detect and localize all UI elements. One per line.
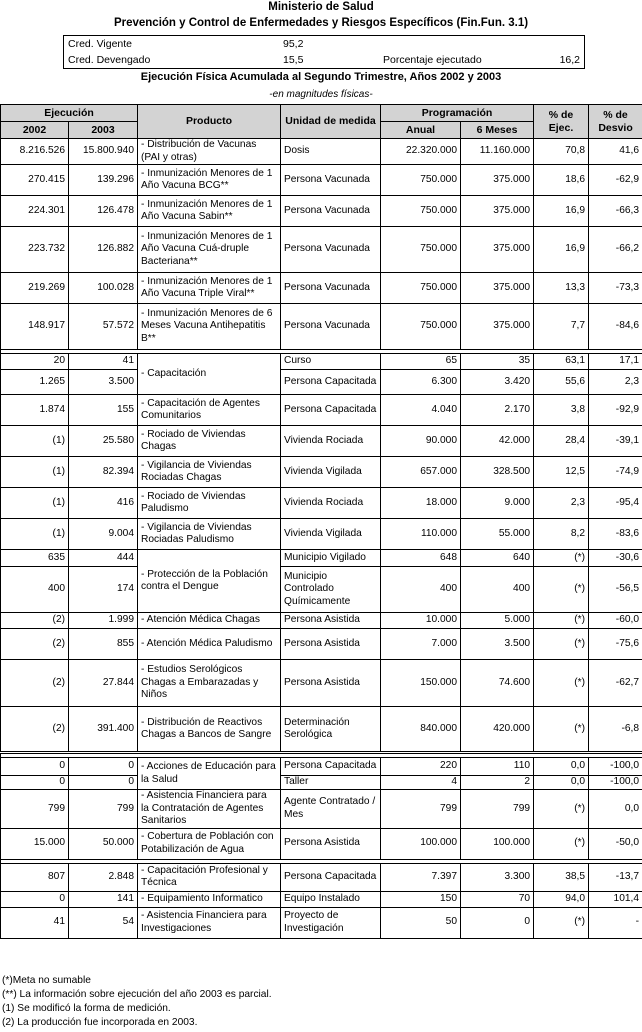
prog-6-meses-cell: 799: [461, 790, 534, 829]
table-row: [1, 457, 642, 488]
prog-6-meses-cell: 3.500: [461, 629, 534, 660]
exec-2003-cell: 174: [69, 567, 138, 613]
unit-cell: Proyecto de Investigación: [281, 907, 381, 938]
product-cell: - Distribución de Vacunas (PAI y otras): [138, 139, 281, 165]
pct-ejec-cell: 28,4: [534, 426, 589, 457]
product-cell: - Atención Médica Chagas: [138, 613, 281, 629]
product-cell: - Vigilancia de Viviendas Rociadas Chagas: [138, 457, 281, 488]
pct-ejec-cell: (*): [534, 550, 589, 567]
pct-desvio-cell: -75,6: [589, 629, 642, 660]
header-2003: 2003: [69, 122, 138, 139]
product-cell: - Capacitación de Agentes Comunitarios: [138, 395, 281, 426]
product-cell: - Protección de la Población contra el Dengue: [138, 550, 281, 613]
prog-6-meses-cell: 3.420: [461, 370, 534, 395]
pct-desvio-cell: 2,3: [589, 370, 642, 395]
product-cell: - Rociado de Viviendas Chagas: [138, 426, 281, 457]
pct-desvio-cell: -66,3: [589, 196, 642, 227]
header-programacion: Programación: [381, 105, 534, 122]
cred-vigente-value: 95,2: [283, 38, 304, 50]
prog-anual-cell: 50: [381, 907, 461, 938]
pct-ejec-cell: (*): [534, 660, 589, 707]
unit-cell: Determinación Serológica: [281, 707, 381, 753]
prog-6-meses-cell: 11.160.000: [461, 139, 534, 165]
pct-desvio-cell: -6,8: [589, 707, 642, 753]
table-row: [1, 354, 642, 370]
pct-ejec-cell: 13,3: [534, 273, 589, 304]
unit-cell: Persona Capacitada: [281, 863, 381, 891]
exec-2003-cell: 57.572: [69, 304, 138, 350]
pct-desvio-cell: 17,1: [589, 354, 642, 370]
porcentaje-value: 16,2: [559, 54, 580, 66]
table-row: [1, 519, 642, 550]
unit-cell: Persona Capacitada: [281, 395, 381, 426]
header-2002: 2002: [1, 122, 69, 139]
prog-6-meses-cell: 375.000: [461, 227, 534, 273]
exec-2002-cell: (1): [1, 519, 69, 550]
exec-2003-cell: 50.000: [69, 828, 138, 859]
exec-2002-cell: 20: [1, 354, 69, 370]
pct-desvio-cell: -39,1: [589, 426, 642, 457]
product-cell: - Cobertura de Población con Potabilización de Agua: [138, 828, 281, 859]
exec-2003-cell: 126.478: [69, 196, 138, 227]
pct-ejec-cell: (*): [534, 613, 589, 629]
pct-desvio-cell: -60,0: [589, 613, 642, 629]
unit-cell: Vivienda Vigilada: [281, 519, 381, 550]
pct-ejec-cell: 12,5: [534, 457, 589, 488]
pct-desvio-cell: -56,5: [589, 567, 642, 613]
prog-6-meses-cell: 5.000: [461, 613, 534, 629]
exec-2002-cell: 807: [1, 863, 69, 891]
exec-2002-cell: (2): [1, 707, 69, 753]
execution-table: [0, 104, 642, 939]
table-row: [1, 304, 642, 350]
exec-2002-cell: (2): [1, 613, 69, 629]
unit-cell: Municipio Vigilado: [281, 550, 381, 567]
prog-anual-cell: 840.000: [381, 707, 461, 753]
table-row: [1, 395, 642, 426]
table-row: [1, 776, 642, 790]
unit-cell: Persona Vacunada: [281, 273, 381, 304]
unit-cell: Vivienda Rociada: [281, 488, 381, 519]
pct-desvio-cell: -66,2: [589, 227, 642, 273]
exec-2003-cell: 391.400: [69, 707, 138, 753]
prog-6-meses-cell: 110: [461, 758, 534, 776]
unit-cell: Persona Asistida: [281, 828, 381, 859]
cred-vigente-label: Cred. Vigente: [68, 38, 133, 50]
exec-2002-cell: 15.000: [1, 828, 69, 859]
prog-6-meses-cell: 3.300: [461, 863, 534, 891]
header-pct-ejec: % de Ejec.: [534, 105, 589, 139]
pct-ejec-cell: (*): [534, 707, 589, 753]
exec-2002-cell: (1): [1, 426, 69, 457]
unit-cell: Persona Vacunada: [281, 165, 381, 196]
prog-anual-cell: 18.000: [381, 488, 461, 519]
exec-2002-cell: 0: [1, 891, 69, 907]
pct-desvio-cell: -13,7: [589, 863, 642, 891]
pct-ejec-cell: (*): [534, 828, 589, 859]
pct-ejec-cell: 94,0: [534, 891, 589, 907]
exec-2003-cell: 126.882: [69, 227, 138, 273]
prog-anual-cell: 110.000: [381, 519, 461, 550]
exec-2003-cell: 100.028: [69, 273, 138, 304]
exec-2002-cell: 1.874: [1, 395, 69, 426]
prog-6-meses-cell: 400: [461, 567, 534, 613]
unit-cell: Persona Vacunada: [281, 227, 381, 273]
pct-ejec-cell: 7,7: [534, 304, 589, 350]
pct-ejec-cell: 18,6: [534, 165, 589, 196]
exec-2003-cell: 799: [69, 790, 138, 829]
pct-desvio-cell: 101,4: [589, 891, 642, 907]
table-row: [1, 139, 642, 165]
unit-cell: Vivienda Vigilada: [281, 457, 381, 488]
table-row: [1, 907, 642, 938]
pct-desvio-cell: -100,0: [589, 776, 642, 790]
pct-ejec-cell: 16,9: [534, 196, 589, 227]
table-title: Ejecución Física Acumulada al Segundo Trimestre, Años 2002 y 2003: [140, 71, 502, 83]
pct-desvio-cell: -83,6: [589, 519, 642, 550]
prog-6-meses-cell: 35: [461, 354, 534, 370]
prog-6-meses-cell: 375.000: [461, 273, 534, 304]
product-cell: - Rociado de Viviendas Paludismo: [138, 488, 281, 519]
pct-desvio-cell: -50,0: [589, 828, 642, 859]
pct-ejec-cell: (*): [534, 790, 589, 829]
unit-cell: Vivienda Rociada: [281, 426, 381, 457]
exec-2003-cell: 855: [69, 629, 138, 660]
prog-anual-cell: 657.000: [381, 457, 461, 488]
exec-2003-cell: 54: [69, 907, 138, 938]
header-ejecucion: Ejecución: [1, 105, 138, 122]
exec-2002-cell: 400: [1, 567, 69, 613]
unit-cell: Taller: [281, 776, 381, 790]
table-row: [1, 707, 642, 753]
exec-2002-cell: 270.415: [1, 165, 69, 196]
pct-ejec-cell: 8,2: [534, 519, 589, 550]
prog-6-meses-cell: 70: [461, 891, 534, 907]
table-row: [1, 567, 642, 613]
pct-ejec-cell: (*): [534, 567, 589, 613]
unit-cell: Persona Capacitada: [281, 370, 381, 395]
product-cell: - Equipamiento Informatico: [138, 891, 281, 907]
table-row: [1, 165, 642, 196]
prog-anual-cell: 22.320.000: [381, 139, 461, 165]
product-cell: - Asistencia Financiera para la Contratación de Agentes Sanitarios: [138, 790, 281, 829]
prog-anual-cell: 750.000: [381, 227, 461, 273]
exec-2003-cell: 2.848: [69, 863, 138, 891]
pct-desvio-cell: -84,6: [589, 304, 642, 350]
pct-ejec-cell: (*): [534, 907, 589, 938]
footnotes: [2, 974, 272, 1030]
ministry-title: Ministerio de Salud: [268, 1, 374, 13]
unit-cell: Persona Vacunada: [281, 304, 381, 350]
prog-anual-cell: 65: [381, 354, 461, 370]
pct-ejec-cell: 0,0: [534, 776, 589, 790]
exec-2003-cell: 15.800.940: [69, 139, 138, 165]
prog-anual-cell: 7.397: [381, 863, 461, 891]
prog-anual-cell: 799: [381, 790, 461, 829]
pct-ejec-cell: 55,6: [534, 370, 589, 395]
prog-anual-cell: 648: [381, 550, 461, 567]
unit-cell: Municipio Controlado Químicamente: [281, 567, 381, 613]
pct-ejec-cell: 0,0: [534, 758, 589, 776]
prog-6-meses-cell: 42.000: [461, 426, 534, 457]
pct-desvio-cell: -74,9: [589, 457, 642, 488]
prog-6-meses-cell: 328.500: [461, 457, 534, 488]
header-producto: Producto: [138, 105, 281, 139]
exec-2002-cell: 224.301: [1, 196, 69, 227]
prog-anual-cell: 750.000: [381, 196, 461, 227]
header-unidad: Unidad de medida: [281, 105, 381, 139]
exec-2002-cell: (1): [1, 488, 69, 519]
pct-desvio-cell: -73,3: [589, 273, 642, 304]
prog-anual-cell: 400: [381, 567, 461, 613]
exec-2003-cell: 139.296: [69, 165, 138, 196]
exec-2003-cell: 0: [69, 758, 138, 776]
prog-anual-cell: 220: [381, 758, 461, 776]
unit-cell: Curso: [281, 354, 381, 370]
table-subtitle: -en magnitudes físicas-: [269, 89, 373, 100]
exec-2002-cell: (2): [1, 660, 69, 707]
product-cell: - Distribución de Reactivos Chagas a Bancos de Sangre: [138, 707, 281, 753]
exec-2003-cell: 27.844: [69, 660, 138, 707]
prog-anual-cell: 4.040: [381, 395, 461, 426]
product-cell: - Capacitación: [138, 354, 281, 395]
product-cell: - Estudios Serológicos Chagas a Embarazadas y Niños: [138, 660, 281, 707]
exec-2003-cell: 0: [69, 776, 138, 790]
product-cell: - Vigilancia de Viviendas Rociadas Paludismo: [138, 519, 281, 550]
unit-cell: Equipo Instalado: [281, 891, 381, 907]
product-cell: - Inmunización Menores de 1 Año Vacuna Triple Viral**: [138, 273, 281, 304]
table-row: [1, 370, 642, 395]
pct-desvio-cell: 0,0: [589, 790, 642, 829]
pct-ejec-cell: 3,8: [534, 395, 589, 426]
footnote: (2) La producción fue incorporada en 2003.: [2, 1017, 198, 1028]
unit-cell: Persona Capacitada: [281, 758, 381, 776]
prog-6-meses-cell: 375.000: [461, 196, 534, 227]
table-row: [1, 790, 642, 829]
prog-anual-cell: 100.000: [381, 828, 461, 859]
table-row: [1, 550, 642, 567]
header-6-meses: 6 Meses: [461, 122, 534, 139]
pct-ejec-cell: 63,1: [534, 354, 589, 370]
prog-6-meses-cell: 2: [461, 776, 534, 790]
pct-desvio-cell: -62,7: [589, 660, 642, 707]
exec-2003-cell: 41: [69, 354, 138, 370]
prog-anual-cell: 7.000: [381, 629, 461, 660]
prog-6-meses-cell: 74.600: [461, 660, 534, 707]
prog-anual-cell: 6.300: [381, 370, 461, 395]
exec-2003-cell: 155: [69, 395, 138, 426]
exec-2002-cell: 41: [1, 907, 69, 938]
pct-ejec-cell: 70,8: [534, 139, 589, 165]
prog-anual-cell: 90.000: [381, 426, 461, 457]
exec-2003-cell: 141: [69, 891, 138, 907]
program-title: Prevención y Control de Enfermedades y Riesgos Específicos (Fin.Fun. 3.1): [113, 17, 529, 29]
product-cell: - Inmunización Menores de 1 Año Vacuna Cuá-druple Bacteriana**: [138, 227, 281, 273]
table-row: [1, 660, 642, 707]
product-cell: - Capacitación Profesional y Técnica: [138, 863, 281, 891]
pct-desvio-cell: -95,4: [589, 488, 642, 519]
prog-anual-cell: 4: [381, 776, 461, 790]
pct-desvio-cell: -62,9: [589, 165, 642, 196]
prog-6-meses-cell: 0: [461, 907, 534, 938]
product-cell: - Atención Médica Paludismo: [138, 629, 281, 660]
pct-desvio-cell: -100,0: [589, 758, 642, 776]
exec-2003-cell: 82.394: [69, 457, 138, 488]
product-cell: - Inmunización Menores de 1 Año Vacuna BCG**: [138, 165, 281, 196]
pct-ejec-cell: 38,5: [534, 863, 589, 891]
exec-2003-cell: 416: [69, 488, 138, 519]
table-row: [1, 629, 642, 660]
prog-anual-cell: 150: [381, 891, 461, 907]
prog-6-meses-cell: 2.170: [461, 395, 534, 426]
exec-2002-cell: 799: [1, 790, 69, 829]
pct-ejec-cell: (*): [534, 629, 589, 660]
unit-cell: Persona Asistida: [281, 660, 381, 707]
pct-ejec-cell: 16,9: [534, 227, 589, 273]
header-anual: Anual: [381, 122, 461, 139]
table-row: [1, 488, 642, 519]
table-row: [1, 891, 642, 907]
product-cell: - Inmunización Menores de 1 Año Vacuna Sabin**: [138, 196, 281, 227]
exec-2002-cell: 148.917: [1, 304, 69, 350]
unit-cell: Persona Asistida: [281, 613, 381, 629]
unit-cell: Agente Contratado / Mes: [281, 790, 381, 829]
prog-6-meses-cell: 375.000: [461, 304, 534, 350]
prog-anual-cell: 750.000: [381, 165, 461, 196]
unit-cell: Persona Asistida: [281, 629, 381, 660]
table-row: [1, 863, 642, 891]
footnote: (1) Se modificó la forma de medición.: [2, 1003, 171, 1014]
pct-desvio-cell: -: [589, 907, 642, 938]
product-cell: - Asistencia Financiera para Investigaciones: [138, 907, 281, 938]
footnote: (*)Meta no sumable: [2, 975, 91, 986]
cred-devengado-value: 15,5: [283, 54, 304, 66]
prog-6-meses-cell: 9.000: [461, 488, 534, 519]
prog-anual-cell: 150.000: [381, 660, 461, 707]
exec-2003-cell: 3.500: [69, 370, 138, 395]
exec-2003-cell: 25.580: [69, 426, 138, 457]
exec-2002-cell: 635: [1, 550, 69, 567]
table-row: [1, 758, 642, 776]
exec-2003-cell: 1.999: [69, 613, 138, 629]
table-row: [1, 613, 642, 629]
cred-devengado-label: Cred. Devengado: [68, 54, 151, 66]
exec-2002-cell: 219.269: [1, 273, 69, 304]
prog-6-meses-cell: 640: [461, 550, 534, 567]
unit-cell: Dosis: [281, 139, 381, 165]
footnote: (**) La información sobre ejecución del año 2003 es parcial.: [2, 989, 272, 1000]
product-cell: - Inmunización Menores de 6 Meses Vacuna Antihepatitis B**: [138, 304, 281, 350]
exec-2003-cell: 444: [69, 550, 138, 567]
prog-6-meses-cell: 375.000: [461, 165, 534, 196]
prog-6-meses-cell: 420.000: [461, 707, 534, 753]
credits-box: [63, 35, 585, 69]
exec-2002-cell: 1.265: [1, 370, 69, 395]
header-pct-desvio: % de Desvio: [589, 105, 642, 139]
prog-6-meses-cell: 55.000: [461, 519, 534, 550]
table-row: [1, 227, 642, 273]
exec-2002-cell: 8.216.526: [1, 139, 69, 165]
product-cell: - Acciones de Educación para la Salud: [138, 758, 281, 790]
table-row: [1, 426, 642, 457]
table-row: [1, 828, 642, 859]
table-row: [1, 273, 642, 304]
pct-desvio-cell: -30,6: [589, 550, 642, 567]
exec-2002-cell: 223.732: [1, 227, 69, 273]
table-row: [1, 196, 642, 227]
prog-anual-cell: 10.000: [381, 613, 461, 629]
pct-desvio-cell: 41,6: [589, 139, 642, 165]
porcentaje-label: Porcentaje ejecutado: [383, 54, 482, 66]
exec-2002-cell: (2): [1, 629, 69, 660]
exec-2002-cell: 0: [1, 776, 69, 790]
prog-6-meses-cell: 100.000: [461, 828, 534, 859]
pct-desvio-cell: -92,9: [589, 395, 642, 426]
exec-2002-cell: (1): [1, 457, 69, 488]
prog-anual-cell: 750.000: [381, 304, 461, 350]
exec-2003-cell: 9.004: [69, 519, 138, 550]
pct-ejec-cell: 2,3: [534, 488, 589, 519]
exec-2002-cell: 0: [1, 758, 69, 776]
prog-anual-cell: 750.000: [381, 273, 461, 304]
unit-cell: Persona Vacunada: [281, 196, 381, 227]
